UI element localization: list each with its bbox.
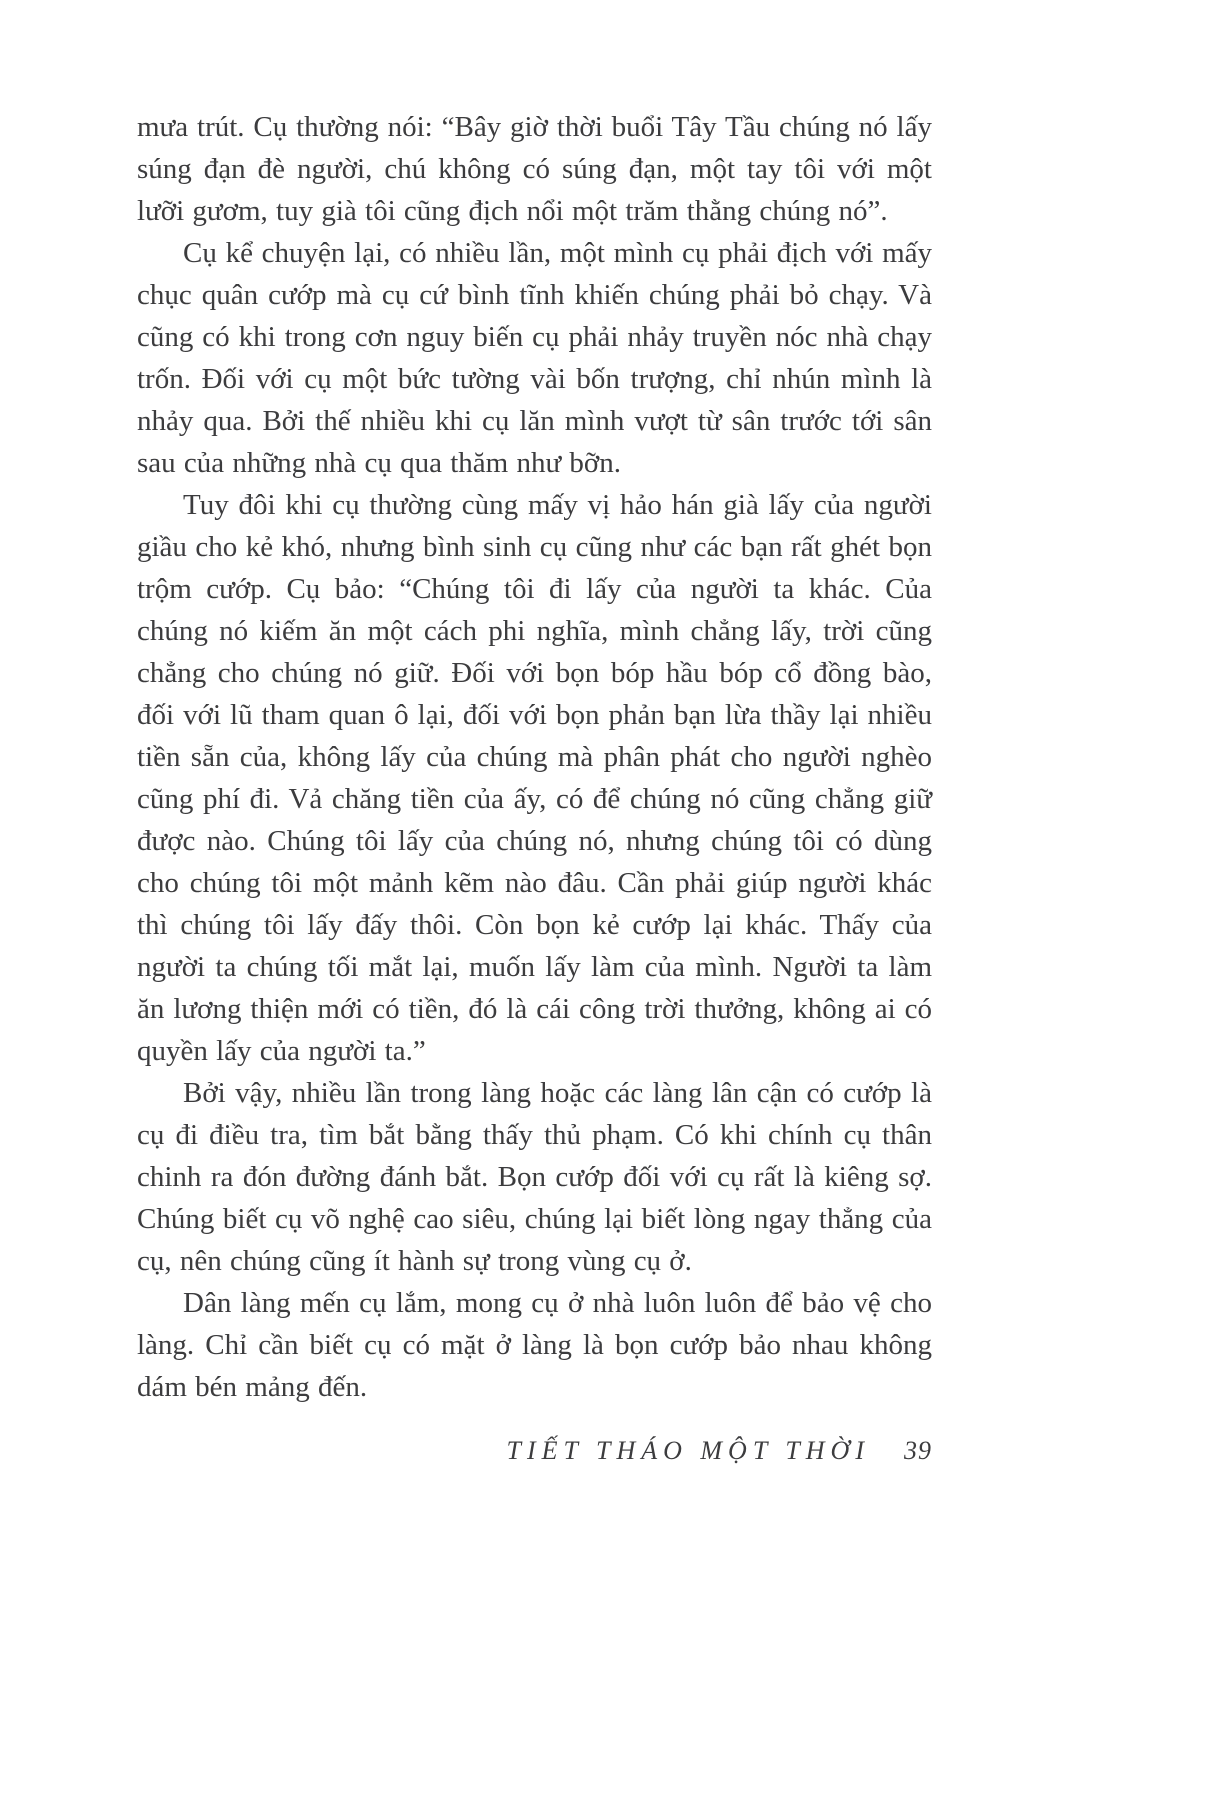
paragraph: Cụ kể chuyện lại, có nhiều lần, một mình cụ phải địch với mấy chục quân cướp mà cụ cứ bình tĩnh khiến chúng phải bỏ chạy. Và cũng có khi trong cơn nguy biến cụ phải nhảy truyền nóc nhà chạy trốn. Đối với cụ một bức tường vài bốn trượng, chỉ nhún mình là nhảy qua. Bởi thế nhiều khi cụ lăn mình vượt từ sân trước tới sân sau của những nhà cụ qua thăm như bỡn. [137, 237, 932, 479]
page-footer [137, 1436, 932, 1466]
running-chapter-title: TIẾT THÁO MỘT THỜI [506, 1436, 870, 1465]
paragraph: Tuy đôi khi cụ thường cùng mấy vị hảo hán già lấy của người giầu cho kẻ khó, nhưng bình sinh cụ cũng như các bạn rất ghét bọn trộm cướp. Cụ bảo: “Chúng tôi đi lấy của người ta khác. Của chúng nó kiếm ăn một cách phi nghĩa, mình chẳng lấy, trời cũng chẳng cho chúng nó giữ. Đối với bọn bóp hầu bóp cổ đồng bào, đối với lũ tham quan ô lại, đối với bọn phản bạn lừa thầy lại nhiều tiền sẵn của, không lấy của chúng mà phân phát cho người nghèo cũng phí đi. Vả chăng tiền của ấy, có để chúng nó cũng chẳng giữ được nào. Chúng tôi lấy của chúng nó, nhưng chúng tôi có dùng cho chúng tôi một mảnh kẽm nào đâu. Cần phải giúp người khác thì chúng tôi lấy đấy thôi. Còn bọn kẻ cướp lại khác. Thấy của người ta chúng tối mắt lại, muốn lấy làm của mình. Người ta làm ăn lương thiện mới có tiền, đó là cái công trời thưởng, không ai có quyền lấy của người ta.” [137, 489, 932, 1067]
paragraph: Bởi vậy, nhiều lần trong làng hoặc các làng lân cận có cướp là cụ đi điều tra, tìm bắt bằng thấy thủ phạm. Có khi chính cụ thân chinh ra đón đường đánh bắt. Bọn cướp đối với cụ rất là kiêng sợ. Chúng biết cụ võ nghệ cao siêu, chúng lại biết lòng ngay thẳng của cụ, nên chúng cũng ít hành sự trong vùng cụ ở. [137, 1077, 932, 1277]
paragraph: mưa trút. Cụ thường nói: “Bây giờ thời buổi Tây Tầu chúng nó lấy súng đạn đè người, chú không có súng đạn, một tay tôi với một lưỡi gươm, tuy già tôi cũng địch nổi một trăm thằng chúng nó”. [137, 111, 932, 227]
page-content [137, 106, 932, 1408]
paragraph: Dân làng mến cụ lắm, mong cụ ở nhà luôn luôn để bảo vệ cho làng. Chỉ cần biết cụ có mặt ở làng là bọn cướp bảo nhau không dám bén mảng đến. [137, 1287, 932, 1403]
page-number: 39 [904, 1436, 932, 1465]
